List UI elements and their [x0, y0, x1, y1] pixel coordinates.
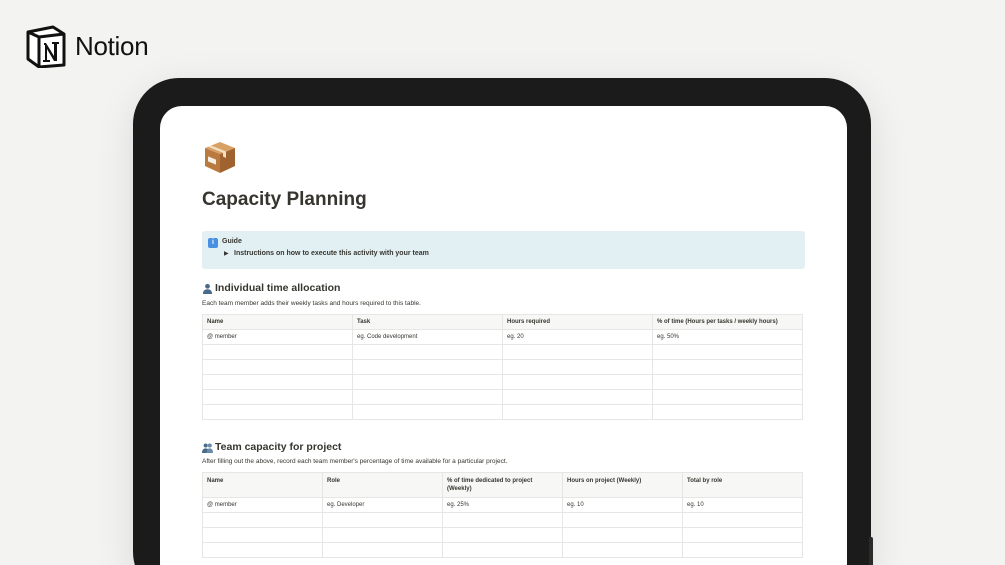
table-cell[interactable]	[353, 390, 503, 405]
table-cell[interactable]	[683, 513, 803, 528]
table-cell[interactable]	[443, 513, 563, 528]
table-cell[interactable]	[203, 405, 353, 420]
column-header[interactable]: Total by role	[683, 473, 803, 498]
table-cell[interactable]	[323, 528, 443, 543]
table-cell[interactable]	[353, 375, 503, 390]
section-team-heading	[202, 441, 341, 453]
table-row	[203, 528, 803, 543]
table-cell[interactable]	[203, 528, 323, 543]
column-header[interactable]: Name	[203, 473, 323, 498]
table-header-row	[203, 315, 803, 330]
table-cell[interactable]	[653, 360, 803, 375]
table-row	[203, 498, 803, 513]
column-header[interactable]: Role	[323, 473, 443, 498]
table-cell[interactable]	[563, 528, 683, 543]
table-cell[interactable]	[353, 405, 503, 420]
table-cell[interactable]: @ member	[203, 498, 323, 513]
column-header[interactable]: % of time (Hours per tasks / weekly hours)	[653, 315, 803, 330]
table-cell[interactable]	[653, 345, 803, 360]
table-cell[interactable]	[683, 528, 803, 543]
table-cell[interactable]	[503, 360, 653, 375]
table-cell[interactable]	[203, 543, 323, 558]
table-cell[interactable]: eg. Developer	[323, 498, 443, 513]
table-cell[interactable]	[203, 345, 353, 360]
tablet-screen	[160, 106, 847, 565]
notion-brand	[25, 25, 148, 68]
table-cell[interactable]	[503, 375, 653, 390]
table-cell[interactable]: eg. Code development	[353, 330, 503, 345]
table-cell[interactable]	[353, 345, 503, 360]
callout-title: Guide	[222, 238, 242, 245]
table-cell[interactable]: eg. 25%	[443, 498, 563, 513]
table-cell[interactable]	[203, 390, 353, 405]
table-row	[203, 330, 803, 345]
table-cell[interactable]	[563, 513, 683, 528]
table-header-row	[203, 473, 803, 498]
guide-callout	[202, 231, 805, 269]
table-cell[interactable]	[563, 543, 683, 558]
table-row	[203, 375, 803, 390]
table-row	[203, 405, 803, 420]
team-capacity-table	[202, 472, 803, 558]
table-cell[interactable]	[653, 375, 803, 390]
table-row	[203, 345, 803, 360]
tablet-side-button	[869, 537, 873, 565]
page-title: Capacity Planning	[202, 189, 367, 210]
table-cell[interactable]: eg. 10	[563, 498, 683, 513]
table-cell[interactable]: @ member	[203, 330, 353, 345]
column-header[interactable]: Name	[203, 315, 353, 330]
person-icon	[202, 283, 213, 294]
section-individual-heading	[202, 282, 340, 294]
table-row	[203, 543, 803, 558]
package-box-icon[interactable]	[202, 139, 238, 175]
table-cell[interactable]	[443, 528, 563, 543]
notion-logo-icon	[25, 25, 67, 68]
section-team-description: After filling out the above, record each team member's percentage of time available for a particular project.	[202, 458, 508, 465]
section-individual-description: Each team member adds their weekly tasks and hours required to this table.	[202, 300, 421, 307]
table-cell[interactable]	[443, 543, 563, 558]
table-cell[interactable]	[683, 543, 803, 558]
table-row	[203, 360, 803, 375]
table-cell[interactable]: eg. 20	[503, 330, 653, 345]
table-cell[interactable]: eg. 10	[683, 498, 803, 513]
info-icon: i	[208, 238, 218, 248]
table-cell[interactable]	[203, 360, 353, 375]
table-cell[interactable]	[203, 513, 323, 528]
table-cell[interactable]	[203, 375, 353, 390]
people-icon	[202, 442, 213, 453]
instructions-toggle[interactable]: Instructions on how to execute this activity with your team	[234, 250, 429, 257]
table-cell[interactable]	[323, 543, 443, 558]
table-cell[interactable]	[653, 405, 803, 420]
table-cell[interactable]	[323, 513, 443, 528]
column-header[interactable]: Hours on project (Weekly)	[563, 473, 683, 498]
column-header[interactable]: Hours required	[503, 315, 653, 330]
table-cell[interactable]	[653, 390, 803, 405]
toggle-triangle-icon[interactable]: ▶	[224, 251, 229, 257]
individual-allocation-table	[202, 314, 803, 420]
section-individual-title: Individual time allocation	[215, 282, 341, 294]
table-cell[interactable]	[503, 345, 653, 360]
table-cell[interactable]	[353, 360, 503, 375]
table-cell[interactable]: eg. 50%	[653, 330, 803, 345]
table-row	[203, 513, 803, 528]
column-header[interactable]: Task	[353, 315, 503, 330]
table-cell[interactable]	[503, 390, 653, 405]
table-row	[203, 390, 803, 405]
column-header[interactable]: % of time dedicated to project (Weekly)	[443, 473, 563, 498]
brand-name: Notion	[75, 31, 149, 61]
section-team-title: Team capacity for project	[215, 441, 342, 453]
table-cell[interactable]	[503, 405, 653, 420]
